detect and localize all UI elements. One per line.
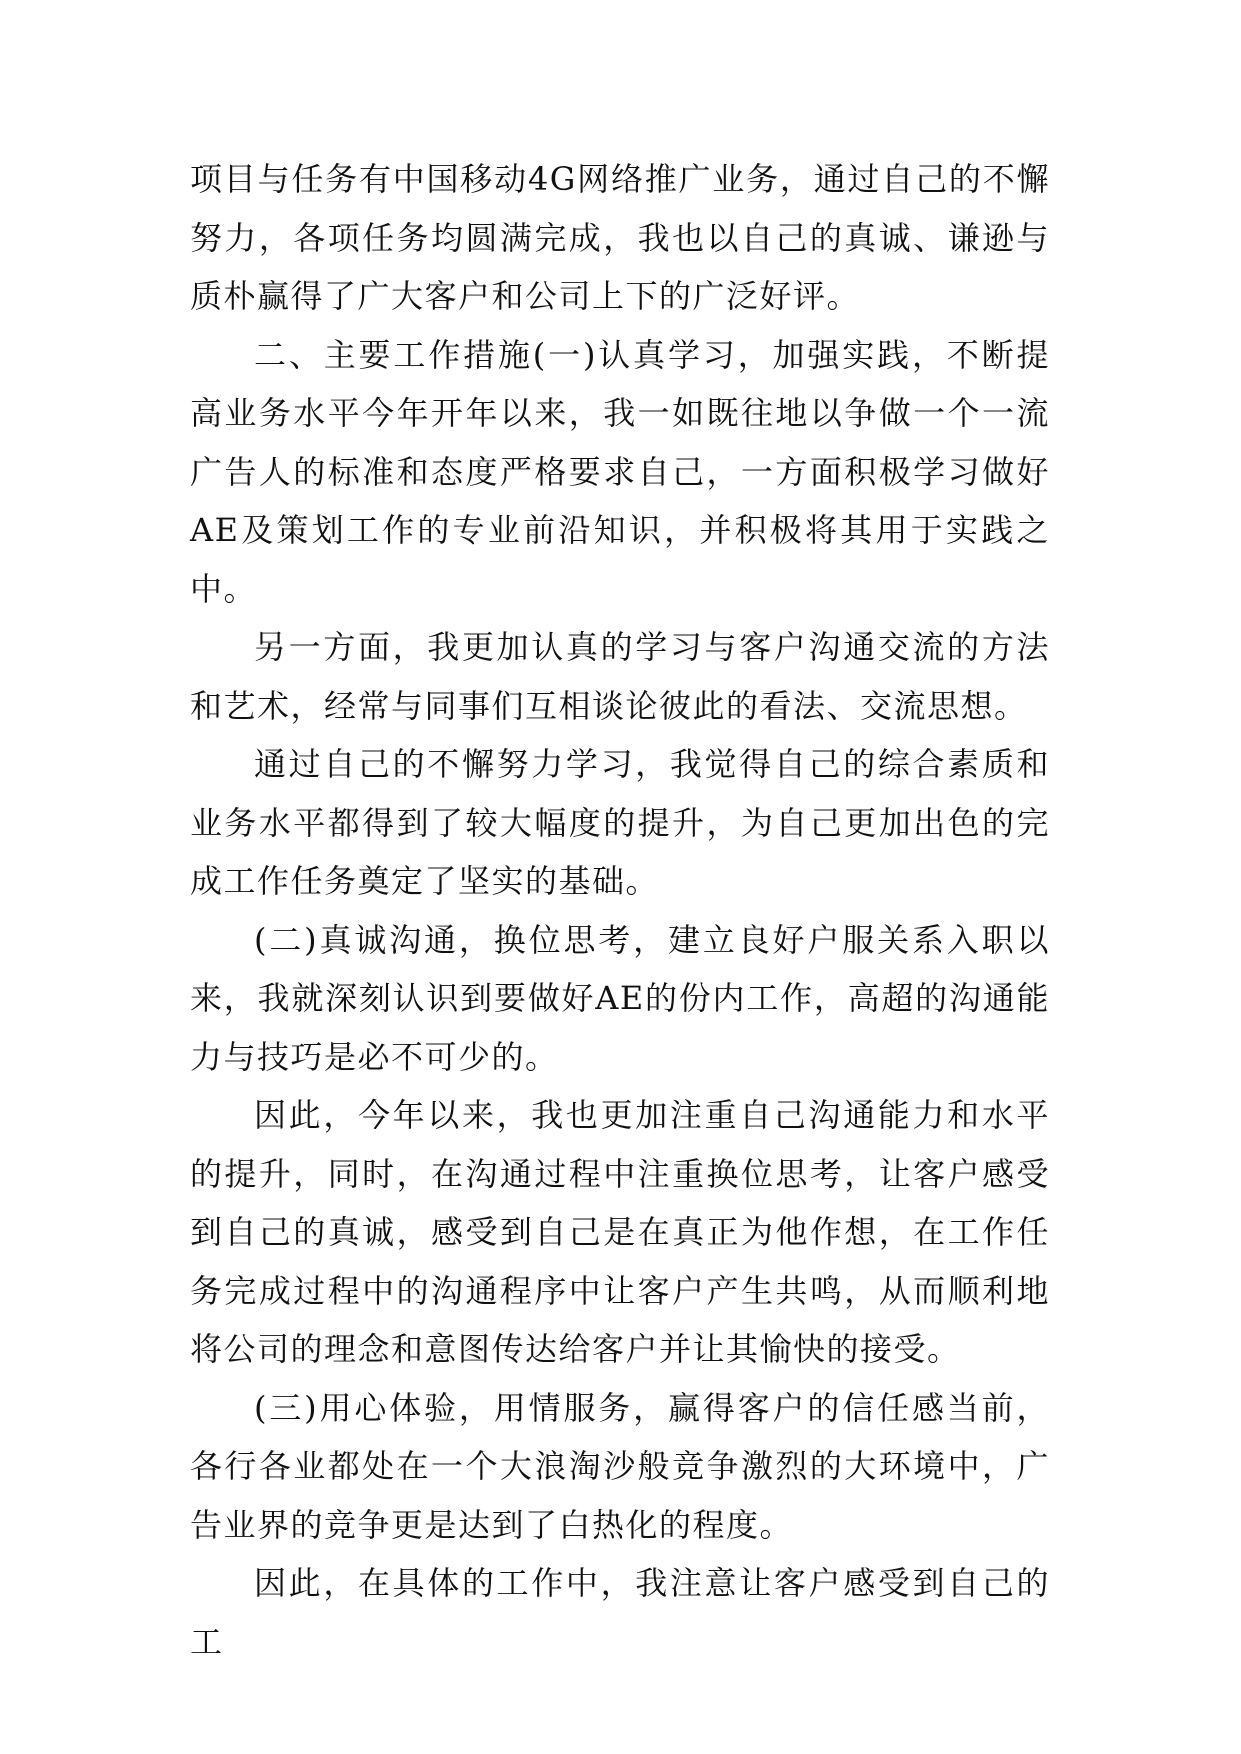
paragraph-7: (三)用心体验，用情服务，赢得客户的信任感当前，各行各业都处在一个大浪淘沙般竞争激烈的大环境中，广告业界的竞争更是达到了白热化的程度。 xyxy=(190,1388,1050,1544)
paragraph-5: (二)真诚沟通，换位思考，建立良好户服关系入职以来，我就深刻认识到要做好AE的份内工作，高超的沟通能力与技巧是必不可少的。 xyxy=(190,920,1050,1076)
paragraph-2: 二、主要工作措施(一)认真学习，加强实践，不断提高业务水平今年开年以来，我一如既往地以争做一个一流广告人的标准和态度严格要求自己，一方面积极学习做好AE及策划工作的专业前沿知识，并积极将其用于实践之中。 xyxy=(190,335,1050,608)
paragraph-3: 另一方面，我更加认真的学习与客户沟通交流的方法和艺术，经常与同事们互相谈论彼此的看法、交流思想。 xyxy=(190,628,1050,725)
paragraph-4: 通过自己的不懈努力学习，我觉得自己的综合素质和业务水平都得到了较大幅度的提升，为自己更加出色的完成工作任务奠定了坚实的基础。 xyxy=(190,745,1050,900)
document-page xyxy=(190,150,1050,1671)
paragraph-6: 因此，今年以来，我也更加注重自己沟通能力和水平的提升，同时，在沟通过程中注重换位思考，让客户感受到自己的真诚，感受到自己是在真正为他作想，在工作任务完成过程中的沟通程序中让客户产生共鸣，从而顺利地将公司的理念和意图传达给客户并让其愉快的接受。 xyxy=(190,1096,1050,1368)
paragraph-8: 因此，在具体的工作中，我注意让客户感受到自己的工 xyxy=(190,1564,1050,1661)
paragraph-1: 项目与任务有中国移动4G网络推广业务，通过自己的不懈努力，各项任务均圆满完成，我也以自己的真诚、谦逊与质朴赢得了广大客户和公司上下的广泛好评。 xyxy=(190,160,1050,315)
